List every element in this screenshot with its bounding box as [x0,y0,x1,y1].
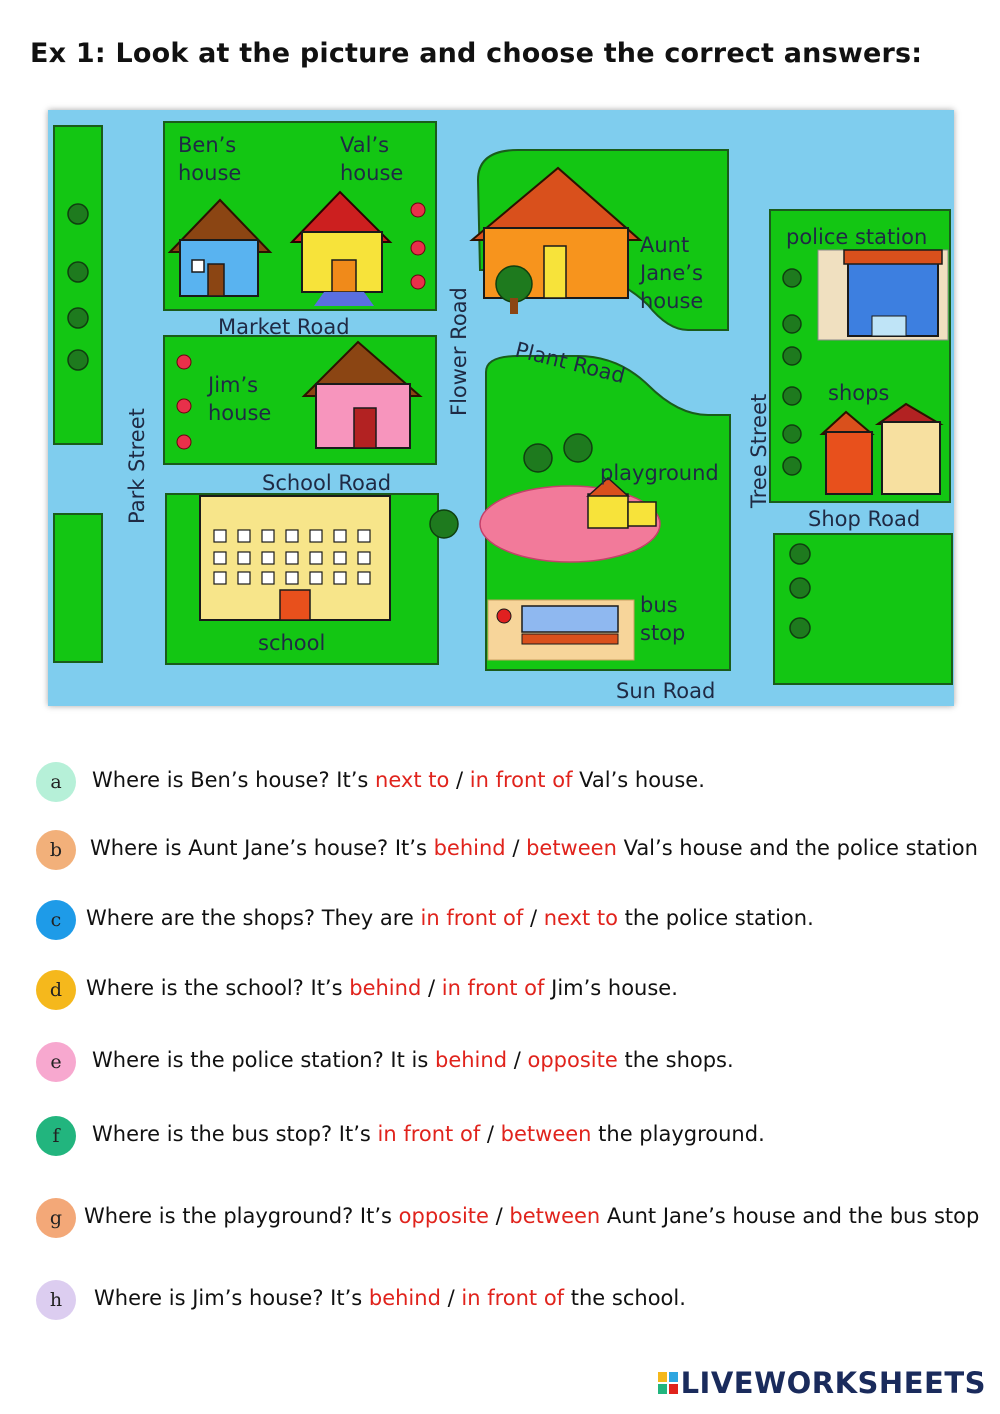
question-a [36,762,996,802]
question-text: Where is the school? It’s behind / in front of Jim’s house. [86,976,678,1000]
question-text: Where is Aunt Jane’s house? It’s behind / between Val’s house and the police station [90,836,978,860]
question-h [36,1280,996,1320]
option-2[interactable]: in front of [469,768,573,792]
label-police-station: police station [786,225,928,249]
question-text: Where is the police station? It is behind / opposite the shops. [92,1048,734,1072]
option-1[interactable]: behind [435,1048,508,1072]
question-letter-badge: d [36,970,76,1010]
label-sun-road: Sun Road [616,679,716,703]
question-text: Where is Ben’s house? It’s next to / in front of Val’s house. [92,768,705,792]
question-b [36,830,996,870]
question-f [36,1116,996,1156]
question-letter-badge: h [36,1280,76,1320]
town-map [48,110,954,706]
exercise-title: Ex 1: Look at the picture and choose the correct answers: [30,38,923,69]
label-vals-house-1: Val’s [340,133,390,157]
label-aunt-janes-1: Aunt [640,233,690,257]
question-letter-badge: b [36,830,76,870]
label-plant-road: Plant Road [512,337,628,389]
question-e [36,1042,996,1082]
question-letter-badge: a [36,762,76,802]
label-bens-house-1: Ben’s [178,133,237,157]
label-jims-house-1: Jim’s [208,373,259,397]
label-tree-street: Tree Street [747,393,771,508]
label-playground: playground [600,461,719,485]
question-c [36,900,996,940]
label-bus-stop-1: bus [640,593,678,617]
question-d [36,970,996,1010]
option-2[interactable]: in front of [461,1286,565,1310]
question-g [36,1198,996,1238]
label-aunt-janes-3: house [640,289,704,313]
question-letter-badge: g [36,1198,76,1238]
label-bus-stop-2: stop [640,621,686,645]
option-2[interactable]: between [509,1204,601,1228]
option-2[interactable]: between [526,836,617,860]
question-letter-badge: c [36,900,76,940]
option-2[interactable]: next to [543,906,618,930]
option-2[interactable]: between [500,1122,592,1146]
question-letter-badge: e [36,1042,76,1082]
option-2[interactable]: in front of [441,976,545,1000]
label-school: school [258,631,326,655]
question-text: Where is Jim’s house? It’s behind / in front of the school. [94,1286,686,1310]
option-1[interactable]: opposite [398,1204,489,1228]
label-aunt-janes-2: Jane’s [640,261,703,285]
question-letter-badge: f [36,1116,76,1156]
question-text: Where is the bus stop? It’s in front of / between the playground. [92,1122,765,1146]
question-text: Where is the playground? It’s opposite / between Aunt Jane’s house and the bus stop [84,1204,980,1228]
label-shops: shops [828,381,890,405]
label-market-road: Market Road [218,315,350,339]
option-1[interactable]: behind [433,836,506,860]
option-1[interactable]: behind [368,1286,441,1310]
liveworksheets-logo [658,1366,986,1400]
label-vals-house-2: house [340,161,404,185]
liveworksheets-logo-text: LIVEWORKSHEETS [680,1366,986,1400]
option-1[interactable]: next to [375,768,450,792]
option-1[interactable]: in front of [420,906,524,930]
label-park-street: Park Street [125,408,149,524]
label-school-road: School Road [262,471,392,495]
label-jims-house-2: house [208,401,272,425]
label-flower-road: Flower Road [447,287,471,416]
option-1[interactable]: behind [349,976,422,1000]
option-1[interactable]: in front of [377,1122,481,1146]
question-text: Where are the shops? They are in front of / next to the police station. [86,906,814,930]
label-bens-house-2: house [178,161,242,185]
liveworksheets-logo-icon [658,1372,678,1394]
option-2[interactable]: opposite [527,1048,618,1072]
label-shop-road: Shop Road [808,507,921,531]
